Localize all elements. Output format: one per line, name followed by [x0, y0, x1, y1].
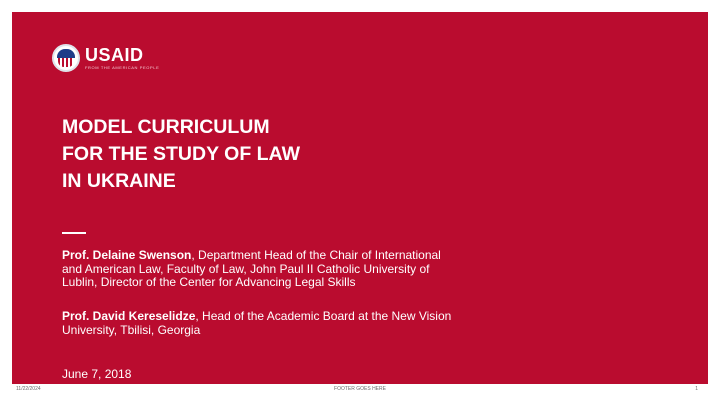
usaid-logo	[52, 44, 159, 72]
title-divider	[62, 232, 86, 234]
title-line-1: MODEL CURRICULUM	[62, 116, 270, 138]
logo-wordmark: USAID	[85, 44, 144, 65]
presenter-bio	[62, 310, 462, 337]
presenter-description: , Department Head of the Chair of International and American Law, Faculty of Law, John Paul II Catholic University of Lublin, Director of the Center for Advancing Legal Skills	[62, 248, 441, 289]
logo-text	[85, 46, 159, 71]
page-number: 1	[695, 386, 698, 392]
presenter-description: , Head of the Academic Board at the New Vision University, Tbilisi, Georgia	[62, 309, 452, 337]
title-slide	[12, 12, 708, 384]
logo-tagline: FROM THE AMERICAN PEOPLE	[85, 64, 160, 70]
title-line-2: FOR THE STUDY OF LAW	[62, 143, 300, 165]
slide-title	[62, 114, 462, 195]
presenter-bio	[62, 249, 462, 290]
footer-text: FOOTER GOES HERE	[334, 386, 386, 392]
presentation-date: June 7, 2018	[62, 367, 132, 381]
presenter-name: Prof. David Kereselidze	[62, 309, 196, 323]
presenter-name: Prof. Delaine Swenson	[62, 248, 192, 262]
usaid-seal-icon	[52, 44, 80, 72]
footer-date: 11/22/2024	[16, 386, 41, 392]
title-line-3: IN UKRAINE	[62, 170, 176, 192]
